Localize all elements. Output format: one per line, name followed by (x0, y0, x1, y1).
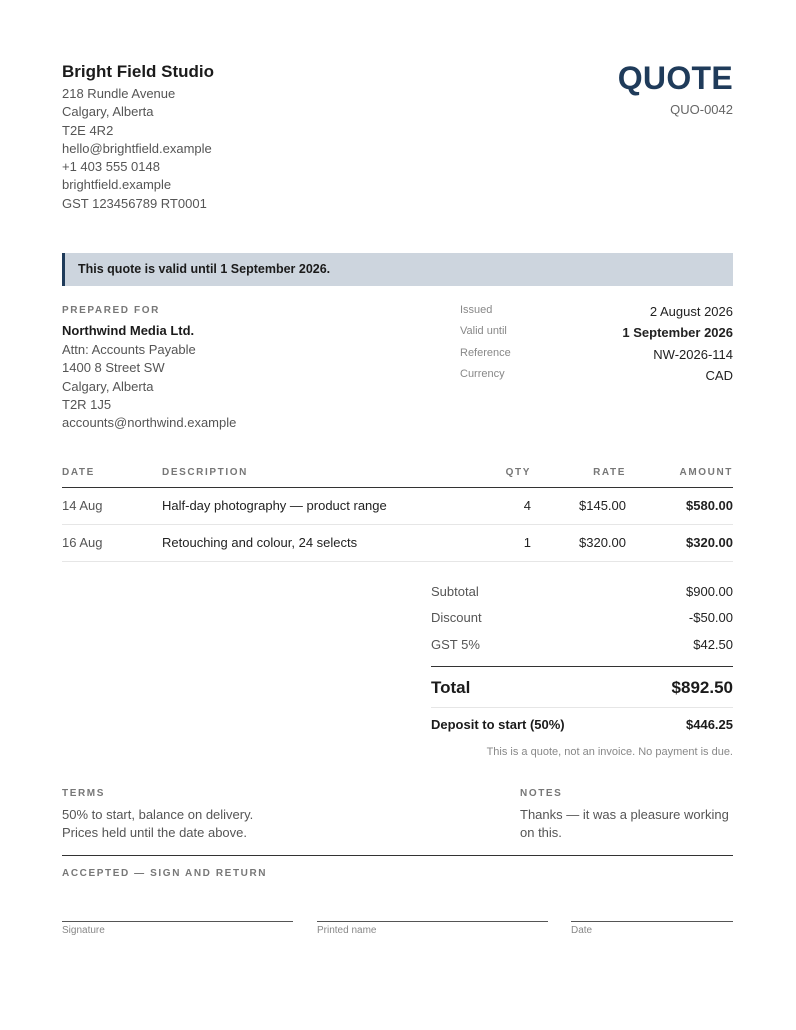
subtotal-row (431, 582, 733, 608)
terms-line: 50% to start, balance on delivery. (62, 807, 254, 822)
discount-value: -$50.00 (688, 610, 733, 626)
quote-disclaimer: This is a quote, not an invoice. No payment is due. (486, 746, 733, 758)
printed-name-label: Printed name (317, 925, 377, 936)
studio-city: Calgary, Alberta (62, 104, 154, 120)
quote-document (62, 0, 733, 1030)
cell-amount: $580.00 (686, 498, 733, 513)
meta-key: Valid until (460, 325, 507, 338)
studio-address (62, 85, 212, 213)
prepared-for-label: PREPARED FOR (62, 305, 160, 316)
cell-description: Retouching and colour, 24 selects (162, 535, 358, 550)
deposit-row (431, 717, 733, 737)
document-title: QUOTE (617, 60, 733, 96)
column-header-date: DATE (62, 467, 95, 478)
cell-amount: $320.00 (686, 535, 733, 550)
studio-phone: +1 403 555 0148 (62, 159, 160, 175)
printed-name-line[interactable] (317, 921, 548, 936)
deposit-label: Deposit to start (50%) (431, 717, 565, 732)
acceptance-divider (62, 855, 733, 856)
gst-row (431, 635, 733, 661)
cell-date: 14 Aug (62, 498, 103, 513)
quote-meta (460, 304, 733, 389)
client-name: Northwind Media Ltd. (62, 323, 195, 338)
client-address (62, 341, 236, 432)
studio-website: brightfield.example (62, 177, 172, 193)
studio-postal: T2E 4R2 (62, 122, 114, 138)
meta-key: Issued (460, 304, 493, 316)
cell-description: Half-day photography — product range (162, 498, 387, 513)
column-header-rate: RATE (593, 467, 626, 478)
date-line[interactable] (571, 921, 733, 936)
cell-qty: 4 (523, 498, 531, 513)
acceptance-label: ACCEPTED — SIGN AND RETURN (62, 868, 268, 879)
notes-label: NOTES (520, 788, 563, 799)
gst-value: $42.50 (693, 636, 733, 652)
meta-key: Currency (460, 367, 505, 380)
studio-street: 218 Rundle Avenue (62, 86, 176, 101)
signature-label: Signature (62, 925, 105, 936)
column-header-qty: QTY (505, 467, 531, 478)
gst-label: GST 5% (431, 636, 480, 652)
meta-key: Reference (460, 346, 511, 359)
total-row (431, 677, 733, 708)
meta-row-issued (460, 304, 733, 325)
meta-value: NW-2026-114 (653, 346, 733, 362)
terms-label: TERMS (62, 788, 105, 799)
cell-rate: $320.00 (579, 535, 626, 550)
subtotal-value: $900.00 (686, 584, 733, 599)
discount-row (431, 608, 733, 634)
subtotal-label: Subtotal (431, 584, 479, 599)
cell-date: 16 Aug (62, 535, 103, 550)
meta-value: 2 August 2026 (649, 304, 733, 319)
client-email: accounts@northwind.example (62, 415, 237, 431)
client-postal: T2R 1J5 (62, 396, 112, 412)
client-city: Calgary, Alberta (62, 378, 154, 394)
line-items-table (62, 466, 733, 562)
client-attn: Attn: Accounts Payable (62, 342, 196, 357)
discount-label: Discount (431, 610, 482, 626)
terms-text (62, 806, 253, 843)
total-divider (431, 666, 733, 667)
table-header (62, 466, 733, 488)
quote-number: QUO-0042 (670, 102, 733, 117)
totals-block (431, 582, 733, 661)
column-header-amount: AMOUNT (679, 467, 733, 478)
studio-email: hello@brightfield.example (62, 140, 212, 156)
meta-value: CAD (705, 367, 733, 383)
total-label: Total (431, 678, 471, 697)
terms-line: Prices held until the date above. (62, 825, 248, 841)
notes-text: Thanks — it was a pleasure working on this. (520, 807, 729, 841)
validity-banner-text: This quote is valid until 1 September 2026. (78, 262, 331, 276)
column-header-description: DESCRIPTION (162, 467, 248, 478)
table-row (62, 488, 733, 525)
studio-name: Bright Field Studio (62, 62, 215, 81)
meta-row-currency (460, 368, 733, 389)
cell-rate: $145.00 (579, 498, 626, 513)
table-row (62, 525, 733, 562)
total-value: $892.50 (671, 678, 733, 697)
cell-qty: 1 (523, 535, 531, 550)
signature-line[interactable] (62, 921, 293, 936)
client-street: 1400 8 Street SW (62, 360, 165, 376)
date-label: Date (571, 925, 593, 936)
studio-gst: GST 123456789 RT0001 (62, 195, 207, 211)
meta-value: 1 September 2026 (622, 325, 733, 341)
meta-row-reference (460, 347, 733, 368)
meta-row-valid-until (460, 325, 733, 346)
deposit-value: $446.25 (686, 717, 733, 732)
validity-banner (62, 253, 733, 286)
